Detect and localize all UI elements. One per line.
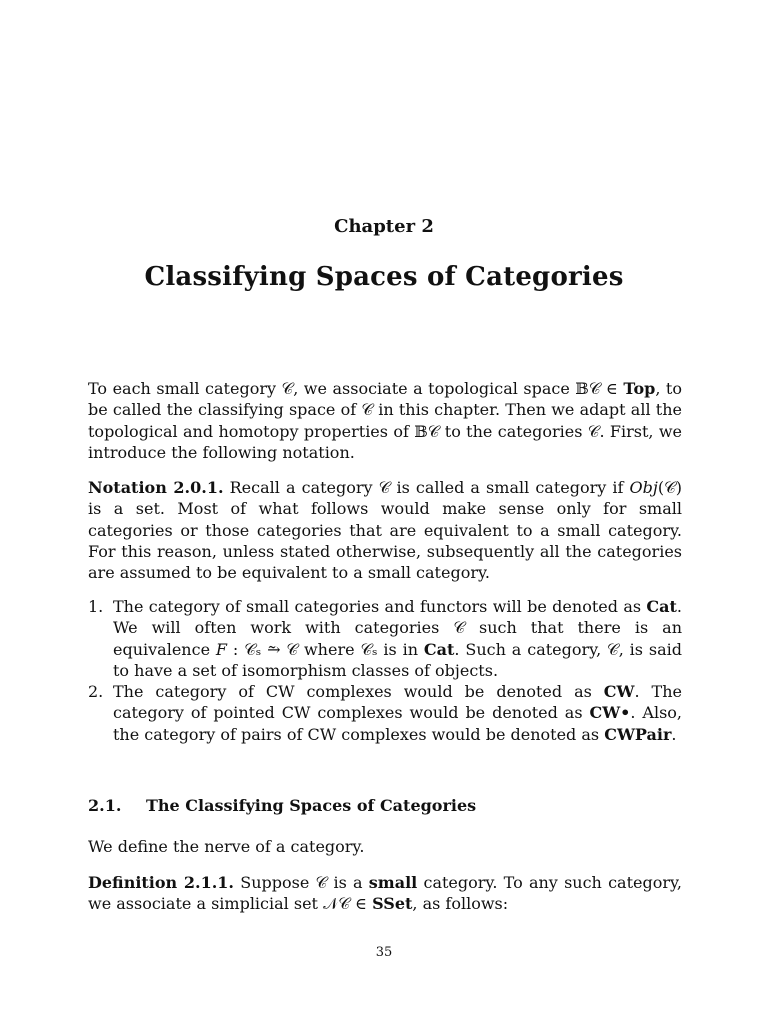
list-body — [113, 596, 682, 681]
small-term: small — [368, 873, 418, 892]
list-number: 2. — [88, 682, 104, 702]
cwpair-term: CWPair — [604, 724, 672, 744]
section-number: 2.1. — [88, 796, 122, 815]
definition-paragraph — [88, 872, 682, 915]
chapter-title: Classifying Spaces of Categories — [144, 262, 624, 292]
list-text: . The category of pointed CW complexes would be denoted as — [113, 682, 682, 723]
list-body — [113, 681, 682, 745]
list-text: The category of small categories and functors will be denoted as — [113, 597, 647, 616]
list-text: : 𝒞ₛ ⥲ 𝒞 where 𝒞ₛ is in — [227, 639, 424, 659]
notation-paragraph — [88, 477, 682, 583]
list-text: . — [671, 724, 677, 744]
definition-text-2: category. To any such category, we associate a simplicial set 𝒩𝒞 ∈ — [88, 873, 683, 914]
list-item-2 — [88, 681, 682, 745]
list-text: The category of CW complexes would be denoted as — [113, 682, 604, 702]
list-text: . We will often work with categories 𝒞 such that there is an equivalence — [113, 597, 682, 659]
notation-heading: Notation 2.0.1. — [88, 478, 224, 497]
definition-text-1: Suppose 𝒞 is a — [234, 873, 369, 892]
page-number: 35 — [375, 945, 393, 960]
list-text: . Such a category, 𝒞, is said to have a set of isomorphism classes of objects. — [113, 639, 683, 680]
sset-term: SSet — [372, 894, 413, 914]
notation-list — [88, 596, 682, 745]
definition-text-3: , as follows: — [412, 894, 509, 914]
list-item-1 — [88, 596, 682, 681]
section-title: The Classifying Spaces of Categories — [146, 796, 477, 815]
intro-text-1: To each small category 𝒞, we associate a topological space 𝔹𝒞 ∈ — [88, 379, 624, 398]
cw-term: CW — [603, 682, 635, 702]
chapter-label: Chapter 2 — [334, 216, 434, 237]
intro-paragraph — [88, 378, 682, 463]
list-number: 1. — [88, 597, 104, 616]
cw-pointed-term: CW• — [589, 703, 631, 723]
cat-term: Cat — [646, 597, 677, 616]
notation-text-2: (𝒞) is a set. Most of what follows would make sense only for small categories or those categories that are equivalent to a small category. For this reason, unless stated otherwise, subsequently all the categories are assumed to be equivalent to a small category. — [88, 478, 683, 583]
cat-term: Cat — [423, 639, 455, 659]
functor-symbol: F — [215, 639, 228, 659]
section-heading — [88, 796, 476, 815]
notation-obj: Obj — [629, 478, 658, 497]
notation-text-1: Recall a category 𝒞 is called a small category if — [223, 478, 630, 497]
definition-heading: Definition 2.1.1. — [88, 873, 235, 892]
list-text: . Also, the category of pairs of CW complexes would be denoted as — [113, 703, 682, 744]
intro-text-2: , to be called the classifying space of 𝒞 in this chapter. Then we adapt all the topological and homotopy properties of 𝔹𝒞 to the categories 𝒞. First, we introduce the following notation. — [88, 379, 682, 462]
intro-top-term: Top — [623, 379, 656, 398]
nerve-paragraph: We define the nerve of a category. — [88, 837, 365, 856]
